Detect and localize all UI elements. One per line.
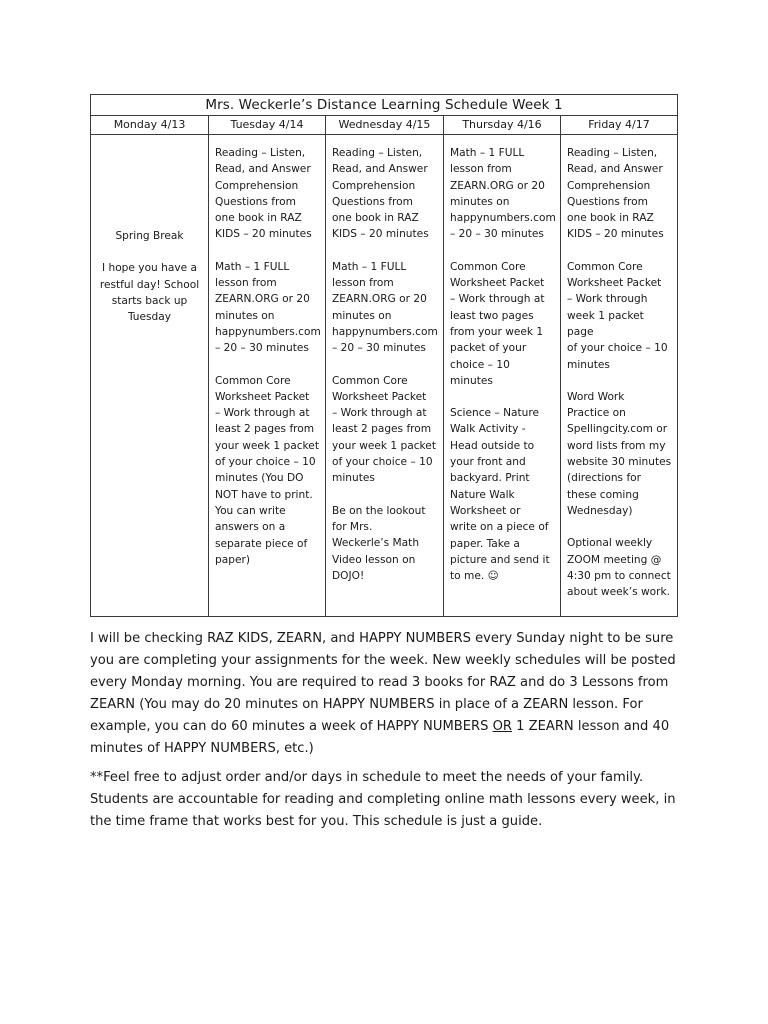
checking-text-end: 1 ZEARN lesson and 40 minutes of HAPPY NUMBERS, etc.)	[90, 719, 670, 756]
wednesday-reading-task: Reading – Listen, Read, and Answer Comprehension Questions from one book in RAZ KIDS – 20 minutes	[332, 147, 429, 241]
wednesday-video-task: Be on the lookout for Mrs. Weckerle’s Math Video lesson on DOJO!	[332, 504, 426, 582]
day-header-thursday: Thursday 4/16	[444, 116, 561, 135]
friday-reading-task: Reading – Listen, Read, and Answer Comprehension Questions from one book in RAZ KIDS – 20 minutes	[567, 147, 664, 241]
day-header-row	[91, 116, 678, 135]
adjust-order-paragraph: **Feel free to adjust order and/or days in schedule to meet the needs of your family. Students are accountable for reading and completing online math lessons every week, in the time frame that works best for you. This schedule is just a guide.	[90, 770, 676, 829]
tasks-row	[91, 135, 678, 617]
checking-text-start: I will be checking RAZ KIDS, ZEARN, and HAPPY NUMBERS every Sunday night to be sure you are completing your assignments for the week. New weekly schedules will be posted every Monday morning. You are required to read 3 books for RAZ and do 3 Lessons from ZEARN (You may do 20 minutes on HAPPY NUMBERS in place of a ZEARN lesson. For example, you can do 60 minutes a week of HAPPY NUMBERS	[90, 631, 676, 734]
tuesday-reading-task: Reading – Listen, Read, and Answer Comprehension Questions from one book in RAZ KIDS – 20 minutes	[215, 147, 312, 241]
checking-paragraph	[90, 628, 680, 760]
smiley-icon: ☺	[487, 570, 499, 583]
thursday-worksheet-task: Common Core Worksheet Packet – Work through at least two pages from your week 1 packet of your choice – 10 minutes	[450, 260, 545, 387]
title-row	[91, 95, 678, 116]
wednesday-math-task: Math – 1 FULL lesson from ZEARN.ORG or 20 minutes on happynumbers.com – 20 – 30 minutes	[332, 260, 438, 355]
wednesday-cell	[326, 135, 444, 617]
thursday-math-task: Math – 1 FULL lesson from ZEARN.ORG or 20 minutes on happynumbers.com – 20 – 30 minutes	[450, 147, 556, 241]
thursday-science-text: Science – Nature Walk Activity - Head outside to your front and backyard. Print Nature Walk Worksheet or write on a piece of paper. Take a picture and send it to me.	[450, 407, 550, 583]
or-underlined: OR	[492, 719, 512, 734]
day-header-tuesday: Tuesday 4/14	[209, 116, 326, 135]
tuesday-worksheet-task: Common Core Worksheet Packet – Work through at least 2 pages from your week 1 packet of your choice – 10 minutes (You DO NOT have to print. You can write answers on a separate piece of paper)	[215, 374, 319, 566]
friday-cell	[561, 135, 678, 617]
friday-wordwork-task: Word Work Practice on Spellingcity.com or word lists from my website 30 minutes (directions for these coming Wednesday)	[567, 390, 672, 517]
thursday-science-task	[450, 405, 555, 584]
day-header-wednesday: Wednesday 4/15	[326, 116, 444, 135]
day-header-monday: Monday 4/13	[91, 116, 209, 135]
schedule-title: Mrs. Weckerle’s Distance Learning Schedule Week 1	[91, 95, 678, 116]
tuesday-math-task: Math – 1 FULL lesson from ZEARN.ORG or 20 minutes on happynumbers.com – 20 – 30 minutes	[215, 260, 321, 355]
schedule-table	[90, 94, 678, 617]
notes-section	[90, 628, 680, 840]
day-header-friday: Friday 4/17	[561, 116, 678, 135]
spring-break-heading: Spring Break	[115, 230, 184, 242]
friday-worksheet-task: Common Core Worksheet Packet – Work through week 1 packet page of your choice – 10 minutes	[567, 260, 668, 371]
monday-cell	[91, 135, 209, 617]
tuesday-cell	[209, 135, 326, 617]
monday-message: I hope you have a restful day! School starts back up Tuesday	[99, 262, 200, 324]
friday-zoom-task: Optional weekly ZOOM meeting @ 4:30 pm to connect about week’s work.	[567, 537, 671, 599]
wednesday-worksheet-task: Common Core Worksheet Packet – Work through at least 2 pages from your week 1 packet of your choice – 10 minutes	[332, 374, 436, 485]
thursday-cell	[444, 135, 561, 617]
